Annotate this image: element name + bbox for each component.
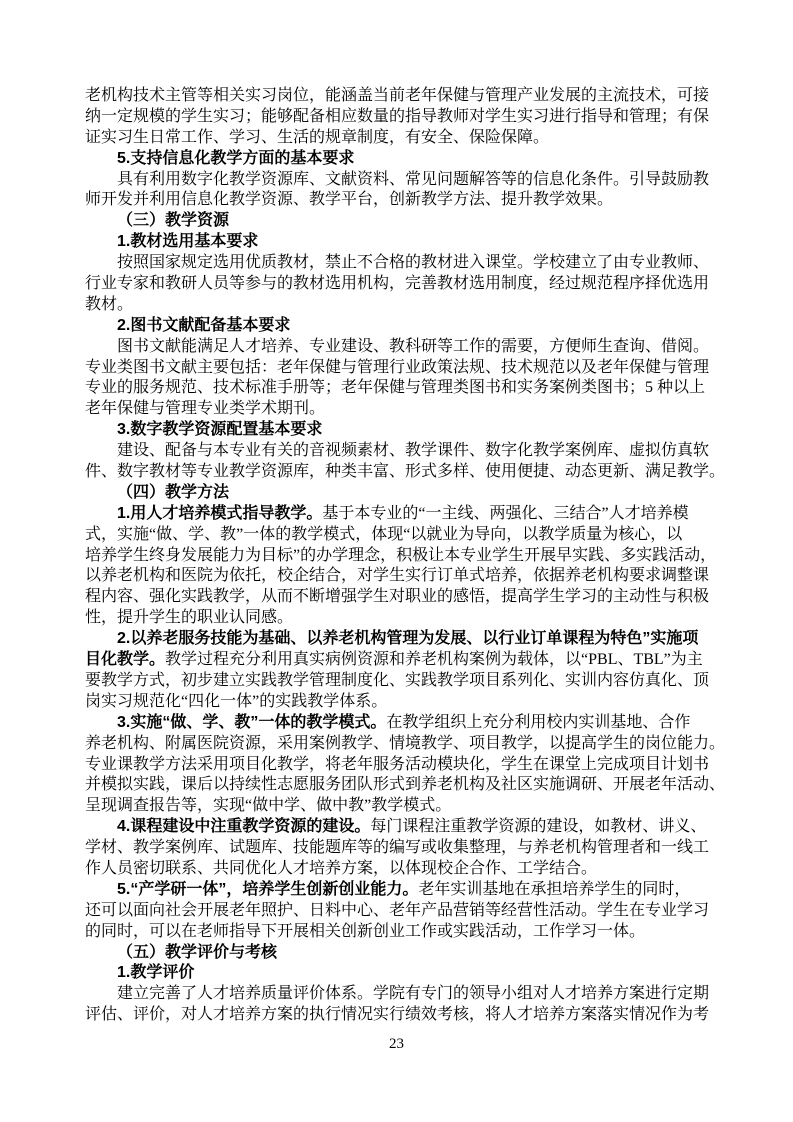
text-line [85, 211, 717, 232]
text-line [85, 755, 717, 776]
body-text: 图书文献能满足人才培养、专业建设、教科研等工作的需要，方便师生查询、借阅。 [117, 337, 710, 355]
text-line [85, 358, 717, 379]
text-line [85, 107, 717, 128]
text-line [85, 378, 717, 399]
body-text: 以养老机构和医院为依托，校企结合，对学生实行订单式培养，依据养老机构要求调整课 [85, 567, 710, 585]
heading-text: 1.教材选用基本要求 [117, 233, 259, 251]
text-line [85, 566, 717, 587]
text-line [85, 128, 717, 149]
heading-text: 1.用人才培养模式指导教学。 [117, 504, 323, 522]
heading-text: 2.图书文献配备基本要求 [117, 316, 291, 334]
body-text: 老年实训基地在承担培养学生的同时， [418, 880, 691, 898]
body-text: 行业专家和教研人员等参与的教材选用机构，完善教材选用制度，经过规范程序择优选用 [85, 275, 710, 293]
body-text: 专业课教学方法采用项目化教学，将老年服务活动模块化，学生在课堂上完成项目计划书 [85, 755, 710, 773]
text-line [85, 629, 717, 650]
text-line [85, 399, 717, 420]
heading-text: 5.支持信息化教学方面的基本要求 [117, 149, 355, 167]
body-text: 基于本专业的“一主线、两强化、三结合”人才培养模 [322, 504, 689, 522]
text-line [85, 316, 717, 337]
text-line [85, 922, 717, 943]
body-text: 式，实施“做、学、教”一体的教学模式，体现“以就业为导向，以教学质量为核心，以 [85, 525, 683, 543]
body-text: 并模拟实践，课后以持续性志愿服务团队形式到养老机构及社区实施调研、开展老年活动、 [85, 776, 726, 794]
text-line [85, 817, 717, 838]
body-text: 岗实习规范化“四化一体”的实践教学体系。 [85, 692, 388, 710]
body-text: 评估、评价，对人才培养方案的执行情况实行绩效考核，将人才培养方案落实情况作为考 [85, 1006, 710, 1024]
text-line [85, 734, 726, 755]
body-text: 程内容、强化实践教学，从而不断增强学生对职业的感悟，提高学生学习的主动性与积极 [85, 588, 710, 606]
heading-text: 4.课程建设中注重教学资源的建设。 [117, 818, 371, 836]
text-line [85, 671, 717, 692]
body-text: 在教学组织上充分利用校内实训基地、合作 [386, 713, 691, 731]
body-text: 具有利用数字化教学资源库、文献资料、常见问题解答等的信息化条件。引导鼓励教 [117, 170, 710, 188]
text-line [85, 337, 717, 358]
text-line [85, 420, 717, 441]
text-line [85, 650, 717, 671]
body-text: 证实习生日常工作、学习、生活的规章制度，有安全、保险保障。 [85, 128, 550, 146]
body-text: 学材、教学案例库、试题库、技能题库等的编写或收集整理，与养老机构管理者和一线工 [85, 839, 710, 857]
text-line [85, 170, 717, 191]
body-text: 专业类图书文献主要包括：老年保健与管理行业政策法规、技术规范以及老年保健与管理 [85, 358, 710, 376]
text-line [85, 984, 717, 1005]
text-line [85, 692, 717, 713]
body-text: 性，提升学生的职业认同感。 [85, 609, 294, 627]
body-text: 要教学方式，初步建立实践教学管理制度化、实践教学项目系列化、实训内容仿真化、顶 [85, 671, 710, 689]
body-text: 件、数字教材等专业教学资源库，种类丰富、形式多样、使用便捷、动态更新、满足教学。 [85, 463, 726, 481]
text-line [85, 546, 717, 567]
heading-text: 5.“产学研一体”，培养学生创新创业能力。 [117, 880, 419, 898]
text-line [85, 232, 717, 253]
heading-text: 3.实施“做、学、教”一体的教学模式。 [117, 713, 387, 731]
body-text: 建立完善了人才培养质量评价体系。学院有专门的领导小组对人才培养方案进行定期 [117, 985, 710, 1003]
body-text: 教材。 [85, 295, 134, 313]
body-text: 呈现调查报告等，实现“做中学、做中教”教学模式。 [85, 797, 452, 815]
body-text: 老机构技术主管等相关实习岗位，能涵盖当前老年保健与管理产业发展的主流技术，可接 [85, 87, 710, 104]
page-number: 23 [389, 1036, 404, 1052]
body-text: 培养学生终身发展能力为目标”的办学理念，积极让本专业学生开展早实践、多实践活动， [85, 546, 717, 564]
heading-text: 1.教学评价 [117, 964, 195, 982]
text-line [85, 1005, 717, 1026]
body-text: 还可以面向社会开展老年照护、日料中心、老年产品营销等经营性活动。学生在专业学习 [85, 901, 710, 919]
document-body [85, 86, 726, 1026]
text-line [85, 190, 717, 211]
body-text: 老年保健与管理专业类学术期刊。 [85, 400, 326, 418]
text-line [85, 274, 717, 295]
text-line [85, 608, 717, 629]
text-line [85, 943, 717, 964]
body-text: 作人员密切联系、共同优化人才培养方案，以体现校企合作、工学结合。 [85, 859, 598, 877]
text-line [85, 504, 717, 525]
text-line [85, 295, 717, 316]
text-line [85, 587, 717, 608]
heading-text: （三）教学资源 [117, 212, 230, 230]
body-text: 按照国家规定选用优质教材，禁止不合格的教材进入课堂。学校建立了由专业教师、 [117, 254, 710, 272]
text-line [85, 859, 717, 880]
text-line [85, 796, 717, 817]
body-text: 的同时，可以在老师指导下开展相关创新创业工作或实践活动，工作学习一体。 [85, 922, 646, 940]
text-line [85, 253, 717, 274]
text-line [85, 149, 717, 170]
body-text: 纳一定规模的学生实习；能够配备相应数量的指导教师对学生实习进行指导和管理；有保 [85, 107, 710, 125]
heading-text: 2.以养老服务技能为基础、以养老机构管理为发展、以行业订单课程为特色”实施项 [117, 630, 699, 648]
text-line [85, 483, 717, 504]
text-line [85, 462, 726, 483]
heading-text: 目化教学。 [85, 651, 166, 669]
text-line [85, 441, 717, 462]
text-line [85, 86, 717, 107]
heading-text: （四）教学方法 [117, 483, 230, 501]
body-text: 建设、配备与本专业有关的音视频素材、教学课件、数字化教学案例库、虚拟仿真软 [117, 442, 710, 460]
text-line [85, 713, 717, 734]
body-text: 养老机构、附属医院资源，采用案例教学、情境教学、项目教学，以提高学生的岗位能力。 [85, 734, 726, 752]
body-text: 每门课程注重教学资源的建设，如教材、讲义、 [370, 818, 707, 836]
body-text: 师开发并利用信息化教学资源、教学平台，创新教学方法、提升教学效果。 [85, 191, 614, 209]
body-text: 专业的服务规范、技术标准手册等；老年保健与管理类图书和实务案例类图书；5 种以上 [85, 379, 706, 397]
text-line [85, 775, 726, 796]
text-line [85, 901, 717, 922]
text-line [85, 525, 717, 546]
text-line [85, 880, 717, 901]
text-line [85, 838, 717, 859]
text-line [85, 963, 717, 984]
body-text: 教学过程充分利用真实病例资源和养老机构案例为载体，以“PBL、TBL”为主 [165, 651, 703, 669]
heading-text: 3.数字教学资源配置基本要求 [117, 421, 323, 439]
heading-text: （五）教学评价与考核 [117, 943, 278, 961]
